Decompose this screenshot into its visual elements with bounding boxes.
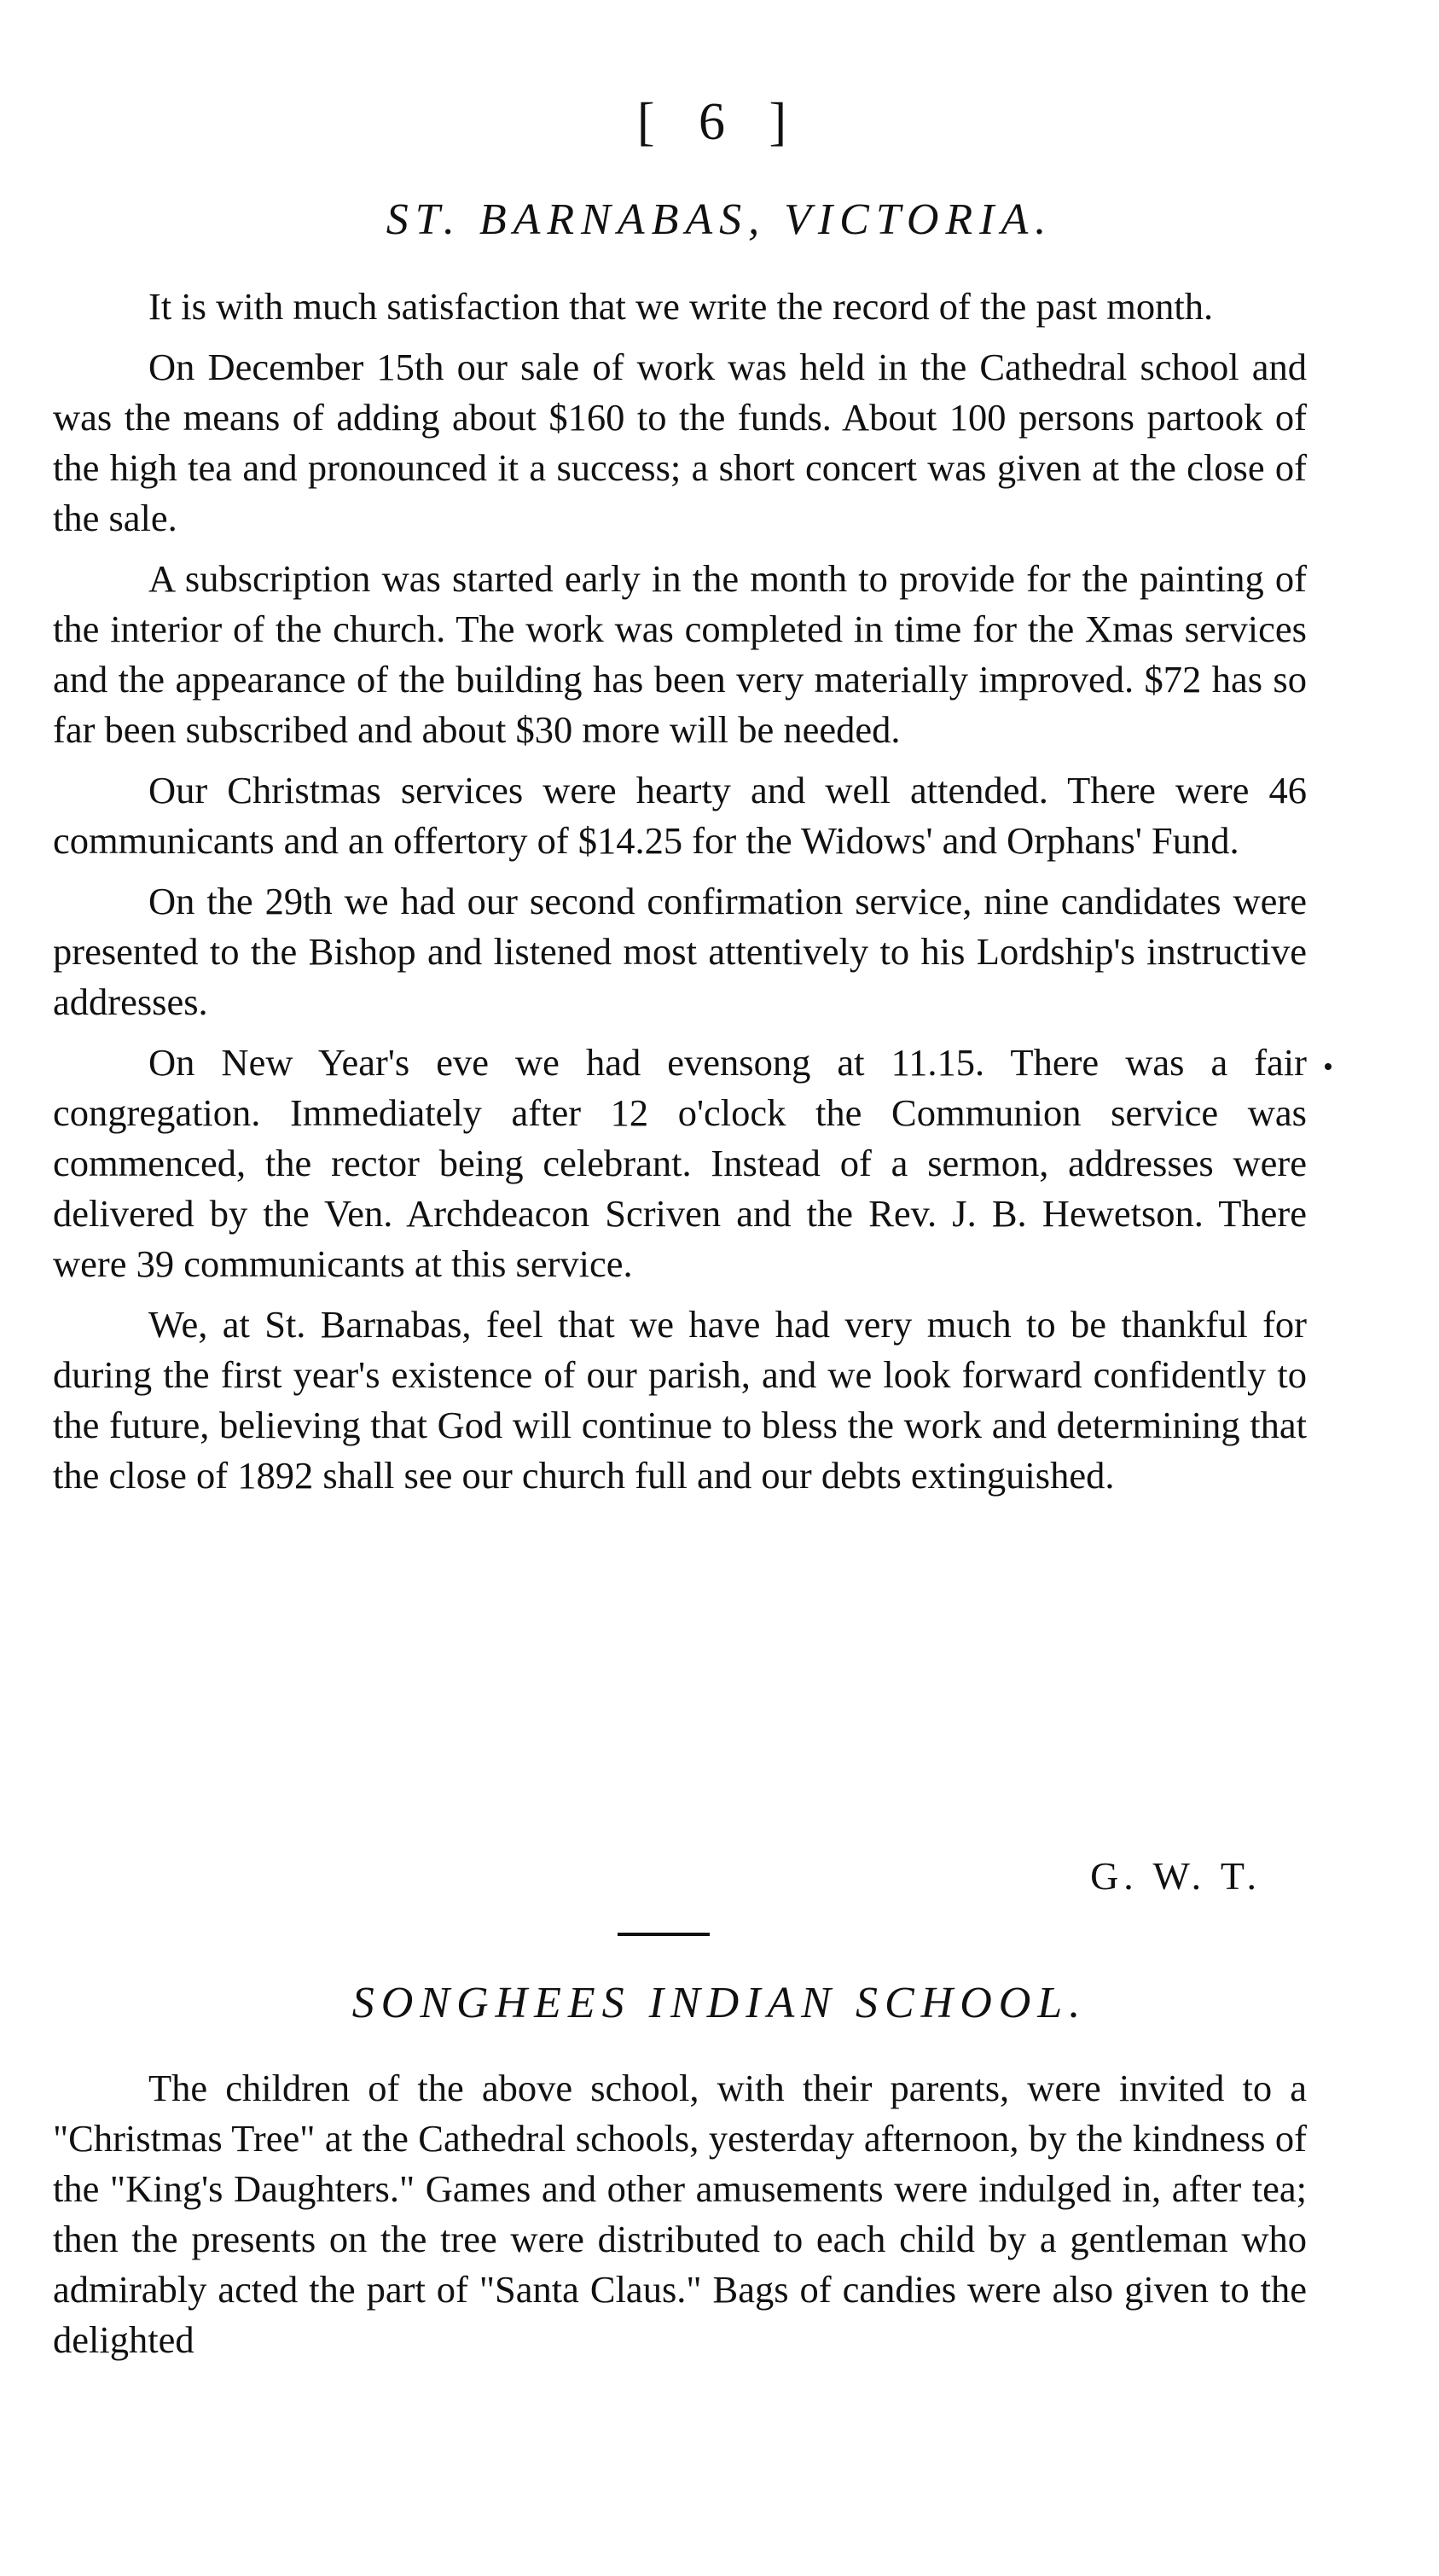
- article-body-songhees-indian-school: [53, 2063, 1307, 2375]
- article-title-st-barnabas: ST. BARNABAS, VICTORIA.: [386, 195, 1053, 244]
- signature-initials: G. W. T.: [1090, 1854, 1262, 1898]
- print-speck: [1325, 1063, 1332, 1070]
- paragraph: On New Year's eve we had evensong at 11.15. There was a fair congregation. Immediately after 12 o'clock the Communion service was commenced, the rector being celebrant. Instead of a sermon, addresses were delivered by the Ven. Archdeacon Scriven and the Rev. J. B. Hewetson. There were 39 communicants at this service.: [53, 1041, 1307, 1285]
- paragraph: A subscription was started early in the month to provide for the painting of the interior of the church. The work was completed in time for the Xmas services and the appearance of the building has been very materially improved. $72 has so far been subscribed and about $30 more will be needed.: [53, 557, 1307, 751]
- paragraph: It is with much satisfaction that we write the record of the past month.: [148, 285, 1214, 328]
- paragraph: On the 29th we had our second confirmation service, nine candidates were presented to the Bishop and listened most attentively to his Lordship's instructive addresses.: [53, 880, 1307, 1023]
- paragraph: On December 15th our sale of work was held in the Cathedral school and was the means of adding about $160 to the funds. About 100 persons partook of the high tea and pronounced it a success; a short concert was given at the close of the sale.: [53, 346, 1307, 539]
- paragraph: We, at St. Barnabas, feel that we have had very much to be thankful for during the first year's existence of our parish, and we look forward confidently to the future, believing that God will continue to bless the work and determining that the close of 1892 shall see our church full and our debts extinguished.: [53, 1303, 1307, 1497]
- paragraph: The children of the above school, with their parents, were invited to a "Christmas Tree" at the Cathedral schools, yesterday afternoon, by the kindness of the "King's Daughters." Games and other amusements were indulged in, after tea; then the presents on the tree were distributed to each child by a gentleman who admirably acted the part of "Santa Claus." Bags of candies were also given to the delighted: [53, 2067, 1307, 2361]
- section-divider: [618, 1933, 710, 1936]
- article-title-songhees-indian-school: SONGHEES INDIAN SCHOOL.: [351, 1979, 1088, 2027]
- article-body-st-barnabas: [53, 282, 1307, 1511]
- page-number: [ 6 ]: [636, 93, 803, 151]
- paragraph: Our Christmas services were hearty and well attended. There were 46 communicants and an offertory of $14.25 for the Widows' and Orphans' Fund.: [53, 769, 1307, 862]
